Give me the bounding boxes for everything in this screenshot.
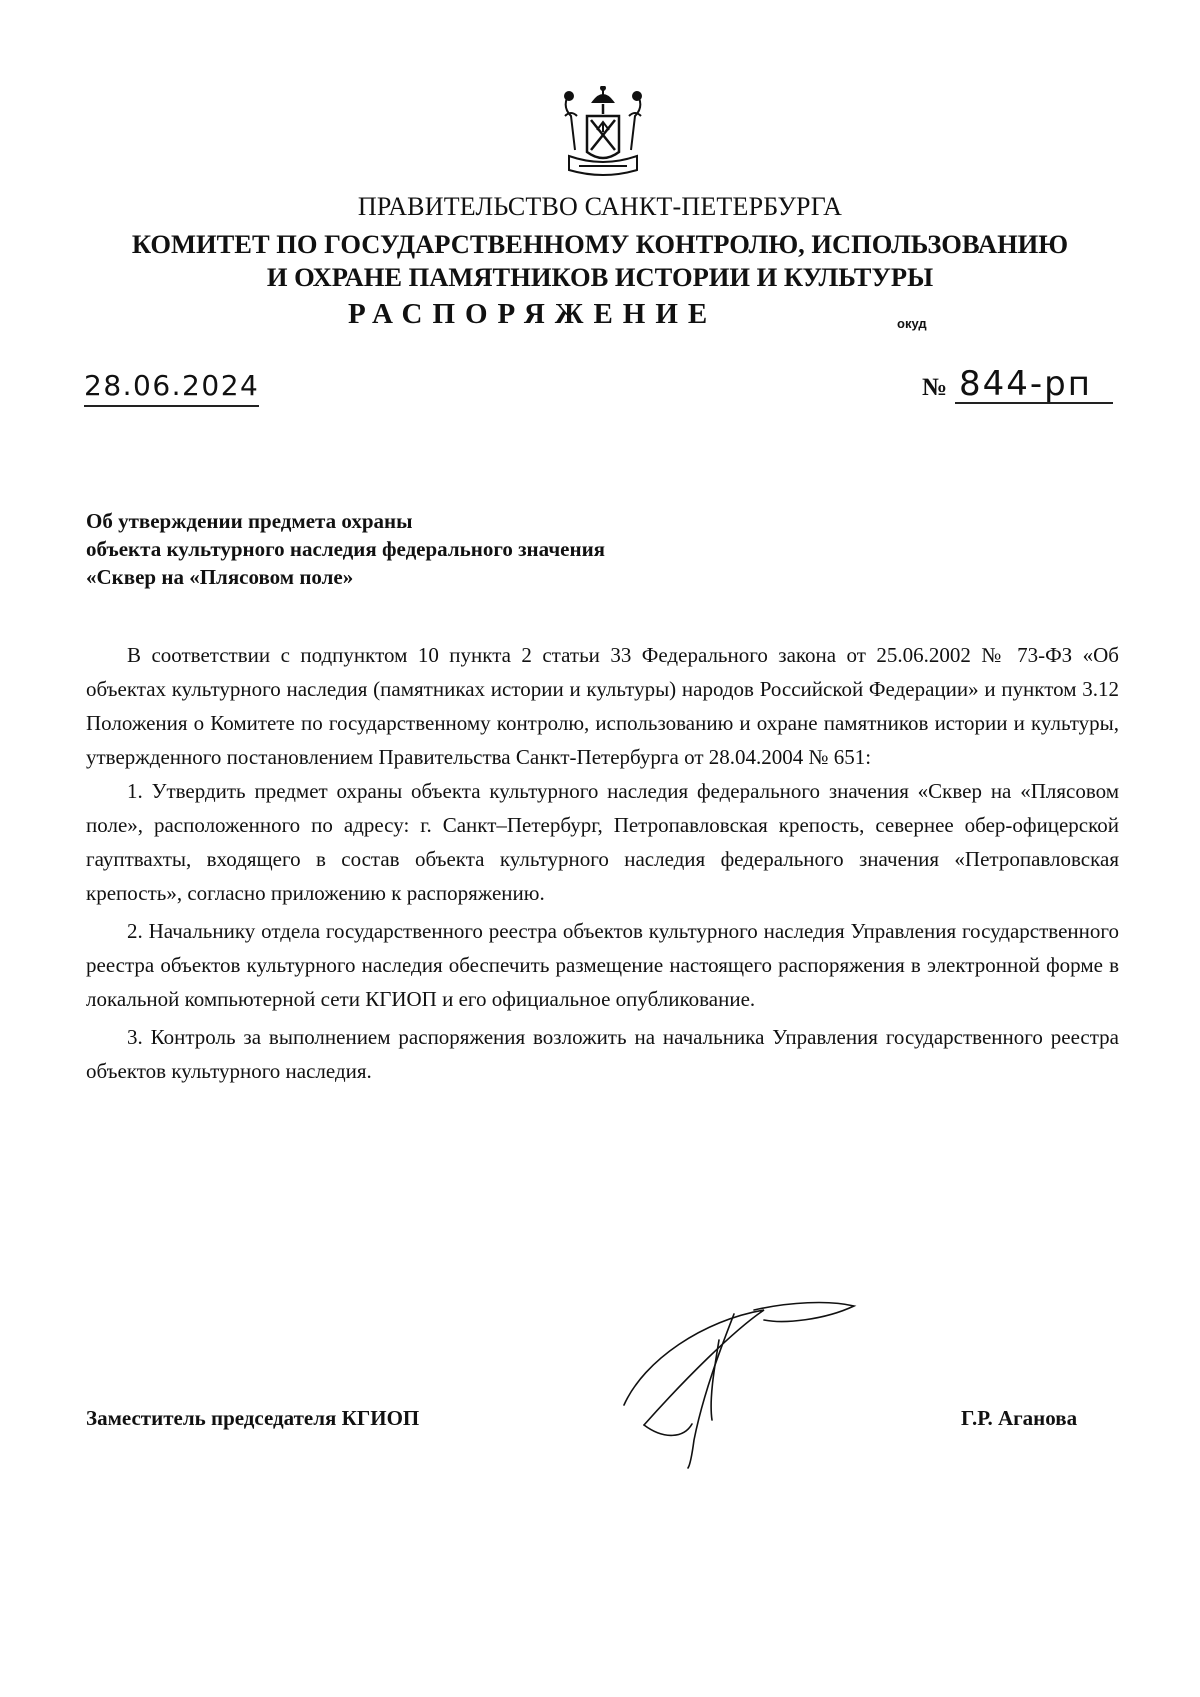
committee-title-line1: КОМИТЕТ ПО ГОСУДАРСТВЕННОМУ КОНТРОЛЮ, ИСПОЛЬЗОВАНИЮ [131, 229, 1069, 259]
document-type: РАСПОРЯЖЕНИЕ [348, 298, 718, 330]
document-body [86, 638, 1119, 1092]
okud-label: окуд [897, 316, 927, 331]
preamble-paragraph: В соответствии с подпунктом 10 пункта 2 статьи 33 Федерального закона от 25.06.2002 № 73-ФЗ «Об объектах культурного наследия (памятниках истории и культуры) народов Российской Федерации» и пунктом 3.12 Положения о Комитете по государственному контролю, использованию и охране памятников истории и культуры, утвержденного постановлением Правительства Санкт-Петербурга от 28.04.2004 № 651: [86, 643, 1119, 769]
handwritten-signature [614, 1300, 914, 1470]
item-1-paragraph: 1. Утвердить предмет охраны объекта культурного наследия федерального значения «Сквер на «Плясовом поле», расположенного по адресу: г. Санкт–Петербург, Петропавловская крепость, севернее обер-офицерской гауптвахты, входящего в состав объекта культурного наследия федерального значения «Петропавловская крепость», согласно приложению к распоряжению. [86, 779, 1119, 905]
number-sign: № [922, 374, 948, 401]
document-date: 28.06.2024 [84, 369, 259, 407]
government-title: ПРАВИТЕЛЬСТВО САНКТ-ПЕТЕРБУРГА [357, 192, 843, 221]
document-number: 844-рп [955, 364, 1113, 404]
item-3-paragraph: 3. Контроль за выполнением распоряжения возложить на начальника Управления государственного реестра объектов культурного наследия. [86, 1025, 1119, 1083]
item-2-paragraph: 2. Начальнику отдела государственного реестра объектов культурного наследия Управления государственного реестра объектов культурного наследия обеспечить размещение настоящего распоряжения в электронной форме в локальной компьютерной сети КГИОП и его официальное опубликование. [86, 919, 1119, 1011]
subject-line3: «Сквер на «Плясовом поле» [86, 565, 354, 589]
subject-line1: Об утверждении предмета охраны [86, 509, 413, 533]
signatory-title: Заместитель председателя КГИОП [86, 1406, 420, 1430]
subject-line2: объекта культурного наследия федерального значения [86, 537, 606, 561]
st-petersburg-coat-of-arms-icon [557, 86, 649, 182]
document-subject [86, 507, 605, 591]
committee-title-line2: И ОХРАНЕ ПАМЯТНИКОВ ИСТОРИИ И КУЛЬТУРЫ [266, 262, 934, 292]
committee-title [0, 228, 1200, 294]
signatory-name: Г.Р. Аганова [961, 1406, 1078, 1430]
